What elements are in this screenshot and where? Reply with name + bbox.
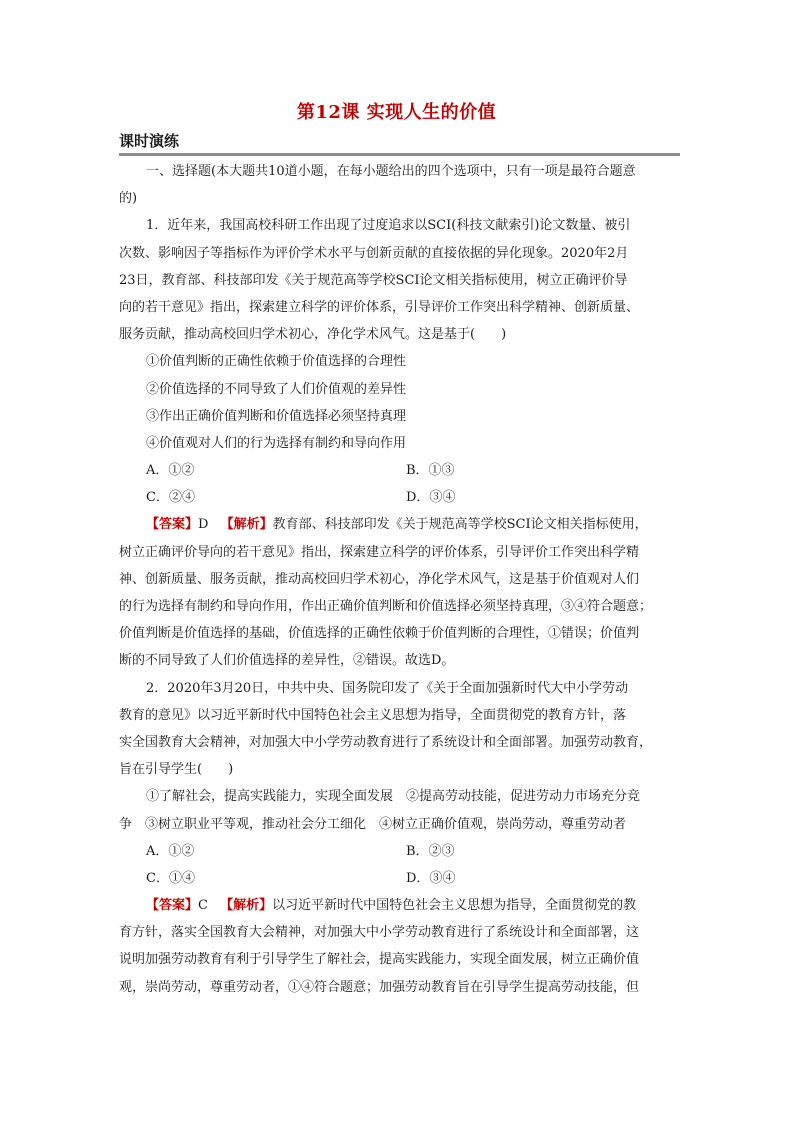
instructions-line: 一、选择题(本大题共10道小题，在每小题给出的四个选项中，只有一项是最符合题意 bbox=[146, 164, 636, 179]
option-a: A．①② bbox=[146, 843, 195, 859]
document-body bbox=[119, 158, 682, 1001]
question-1-stem: 次数、影响因子等指标作为评价学术水平与创新贡献的直接依据的异化现象。2020年2月 bbox=[119, 245, 629, 261]
question-2-stem: 教育的意见》以习近平新时代中国特色社会主义思想为指导，全面贯彻党的教育方针，落 bbox=[119, 707, 627, 723]
section-heading: 课时演练 bbox=[119, 132, 180, 150]
analysis-text: 以习近平新时代中国特色社会主义思想为指导，全面贯彻党的教 bbox=[272, 898, 637, 914]
option-b: B．②③ bbox=[406, 843, 455, 859]
question-1-statement: ④价值观对人们的行为选择有制约和导向作用 bbox=[146, 435, 407, 451]
question-2-statement: ①了解社会，提高实践能力，实现全面发展 ②提高劳动技能，促进劳动力市场充分竞 bbox=[146, 789, 641, 805]
question-1-stem: 23日，教育部、科技部印发《关于规范高等学校SCI论文相关指标使用，树立正确评价导 bbox=[119, 272, 628, 288]
instructions-line: 的) bbox=[119, 191, 138, 207]
question-2-stem: 实全国教育大会精神，对加强大中小学劳动教育进行了系统设计和全面部署。加强劳动教育， bbox=[119, 734, 653, 750]
question-2-statement: 争 ③树立职业平等观，推动社会分工细化 ④树立正确价值观，崇尚劳动，尊重劳动者 bbox=[119, 816, 627, 832]
answer-value: C bbox=[198, 898, 208, 914]
question-1-analysis: 神、创新质量、服务贡献，推动高校回归学术初心，净化学术风气，这是基于价值观对人们 bbox=[119, 571, 640, 587]
question-1-analysis: 的行为选择有制约和导向作用，作出正确价值判断和价值选择必须坚持真理，③④符合题意； bbox=[119, 599, 653, 614]
answer-tag: 【答案】 bbox=[146, 898, 199, 914]
question-2-answer-line bbox=[119, 892, 682, 919]
option-b: B．①③ bbox=[406, 463, 455, 479]
question-1-statement: ②价值选择的不同导致了人们价值观的差异性 bbox=[146, 381, 407, 397]
option-c: C．①④ bbox=[146, 870, 195, 886]
question-1-statement: ①价值判断的正确性依赖于价值选择的合理性 bbox=[146, 354, 407, 370]
question-1-options-row bbox=[119, 484, 682, 511]
option-d: D．③④ bbox=[406, 870, 456, 886]
question-2-options-row bbox=[119, 838, 682, 865]
question-1-stem: 服务贡献，推动高校回归学术初心，净化学术风气。这是基于( ) bbox=[119, 327, 507, 343]
question-1-analysis: 断的不同导致了人们价值选择的差异性，②错误。故选D。 bbox=[119, 653, 455, 669]
question-2-options-row bbox=[119, 865, 682, 892]
page-title: 第12课 实现人生的价值 bbox=[296, 102, 497, 123]
heading-divider bbox=[119, 153, 680, 156]
question-1-analysis: 价值判断是价值选择的基础，价值选择的正确性依赖于价值判断的合理性，①错误；价值判 bbox=[119, 626, 640, 642]
question-2-analysis: 观，崇尚劳动，尊重劳动者，①④符合题意；加强劳动教育旨在引导学生提高劳动技能，但 bbox=[119, 979, 640, 995]
question-1-answer-line bbox=[119, 511, 682, 538]
answer-value: D bbox=[198, 517, 209, 533]
option-d: D．③④ bbox=[406, 490, 456, 506]
question-1-analysis: 树立正确评价导向的若干意见》指出，探索建立科学的评价体系，引导评价工作突出科学精 bbox=[119, 544, 640, 560]
question-1-options-row bbox=[119, 457, 682, 484]
answer-tag: 【答案】 bbox=[146, 517, 199, 533]
option-c: C．②④ bbox=[146, 490, 195, 506]
analysis-text: 教育部、科技部印发《关于规范高等学校SCI论文相关指标使用， bbox=[272, 517, 648, 533]
question-1-stem: 向的若干意见》指出，探索建立科学的评价体系，引导评价工作突出科学精神、创新质量、 bbox=[119, 299, 640, 315]
analysis-tag: 【解析】 bbox=[220, 517, 273, 533]
analysis-tag: 【解析】 bbox=[220, 898, 273, 914]
question-2-analysis: 说明加强劳动教育有利于引导学生了解社会，提高实践能力，实现全面发展，树立正确价值 bbox=[119, 952, 640, 968]
question-1-statement: ③作出正确价值判断和价值选择必须坚持真理 bbox=[146, 408, 407, 424]
question-1-stem: 1．近年来，我国高校科研工作出现了过度追求以SCI(科技文献索引)论文数量、被引 bbox=[146, 218, 631, 234]
question-2-stem: 2．2020年3月20日，中共中央、国务院印发了《关于全面加强新时代大中小学劳动 bbox=[146, 680, 629, 696]
question-2-stem: 旨在引导学生( ) bbox=[119, 762, 234, 778]
question-2-analysis: 育方针，落实全国教育大会精神，对加强大中小学劳动教育进行了系统设计和全面部署，这 bbox=[119, 925, 640, 941]
option-a: A．①② bbox=[146, 463, 195, 479]
